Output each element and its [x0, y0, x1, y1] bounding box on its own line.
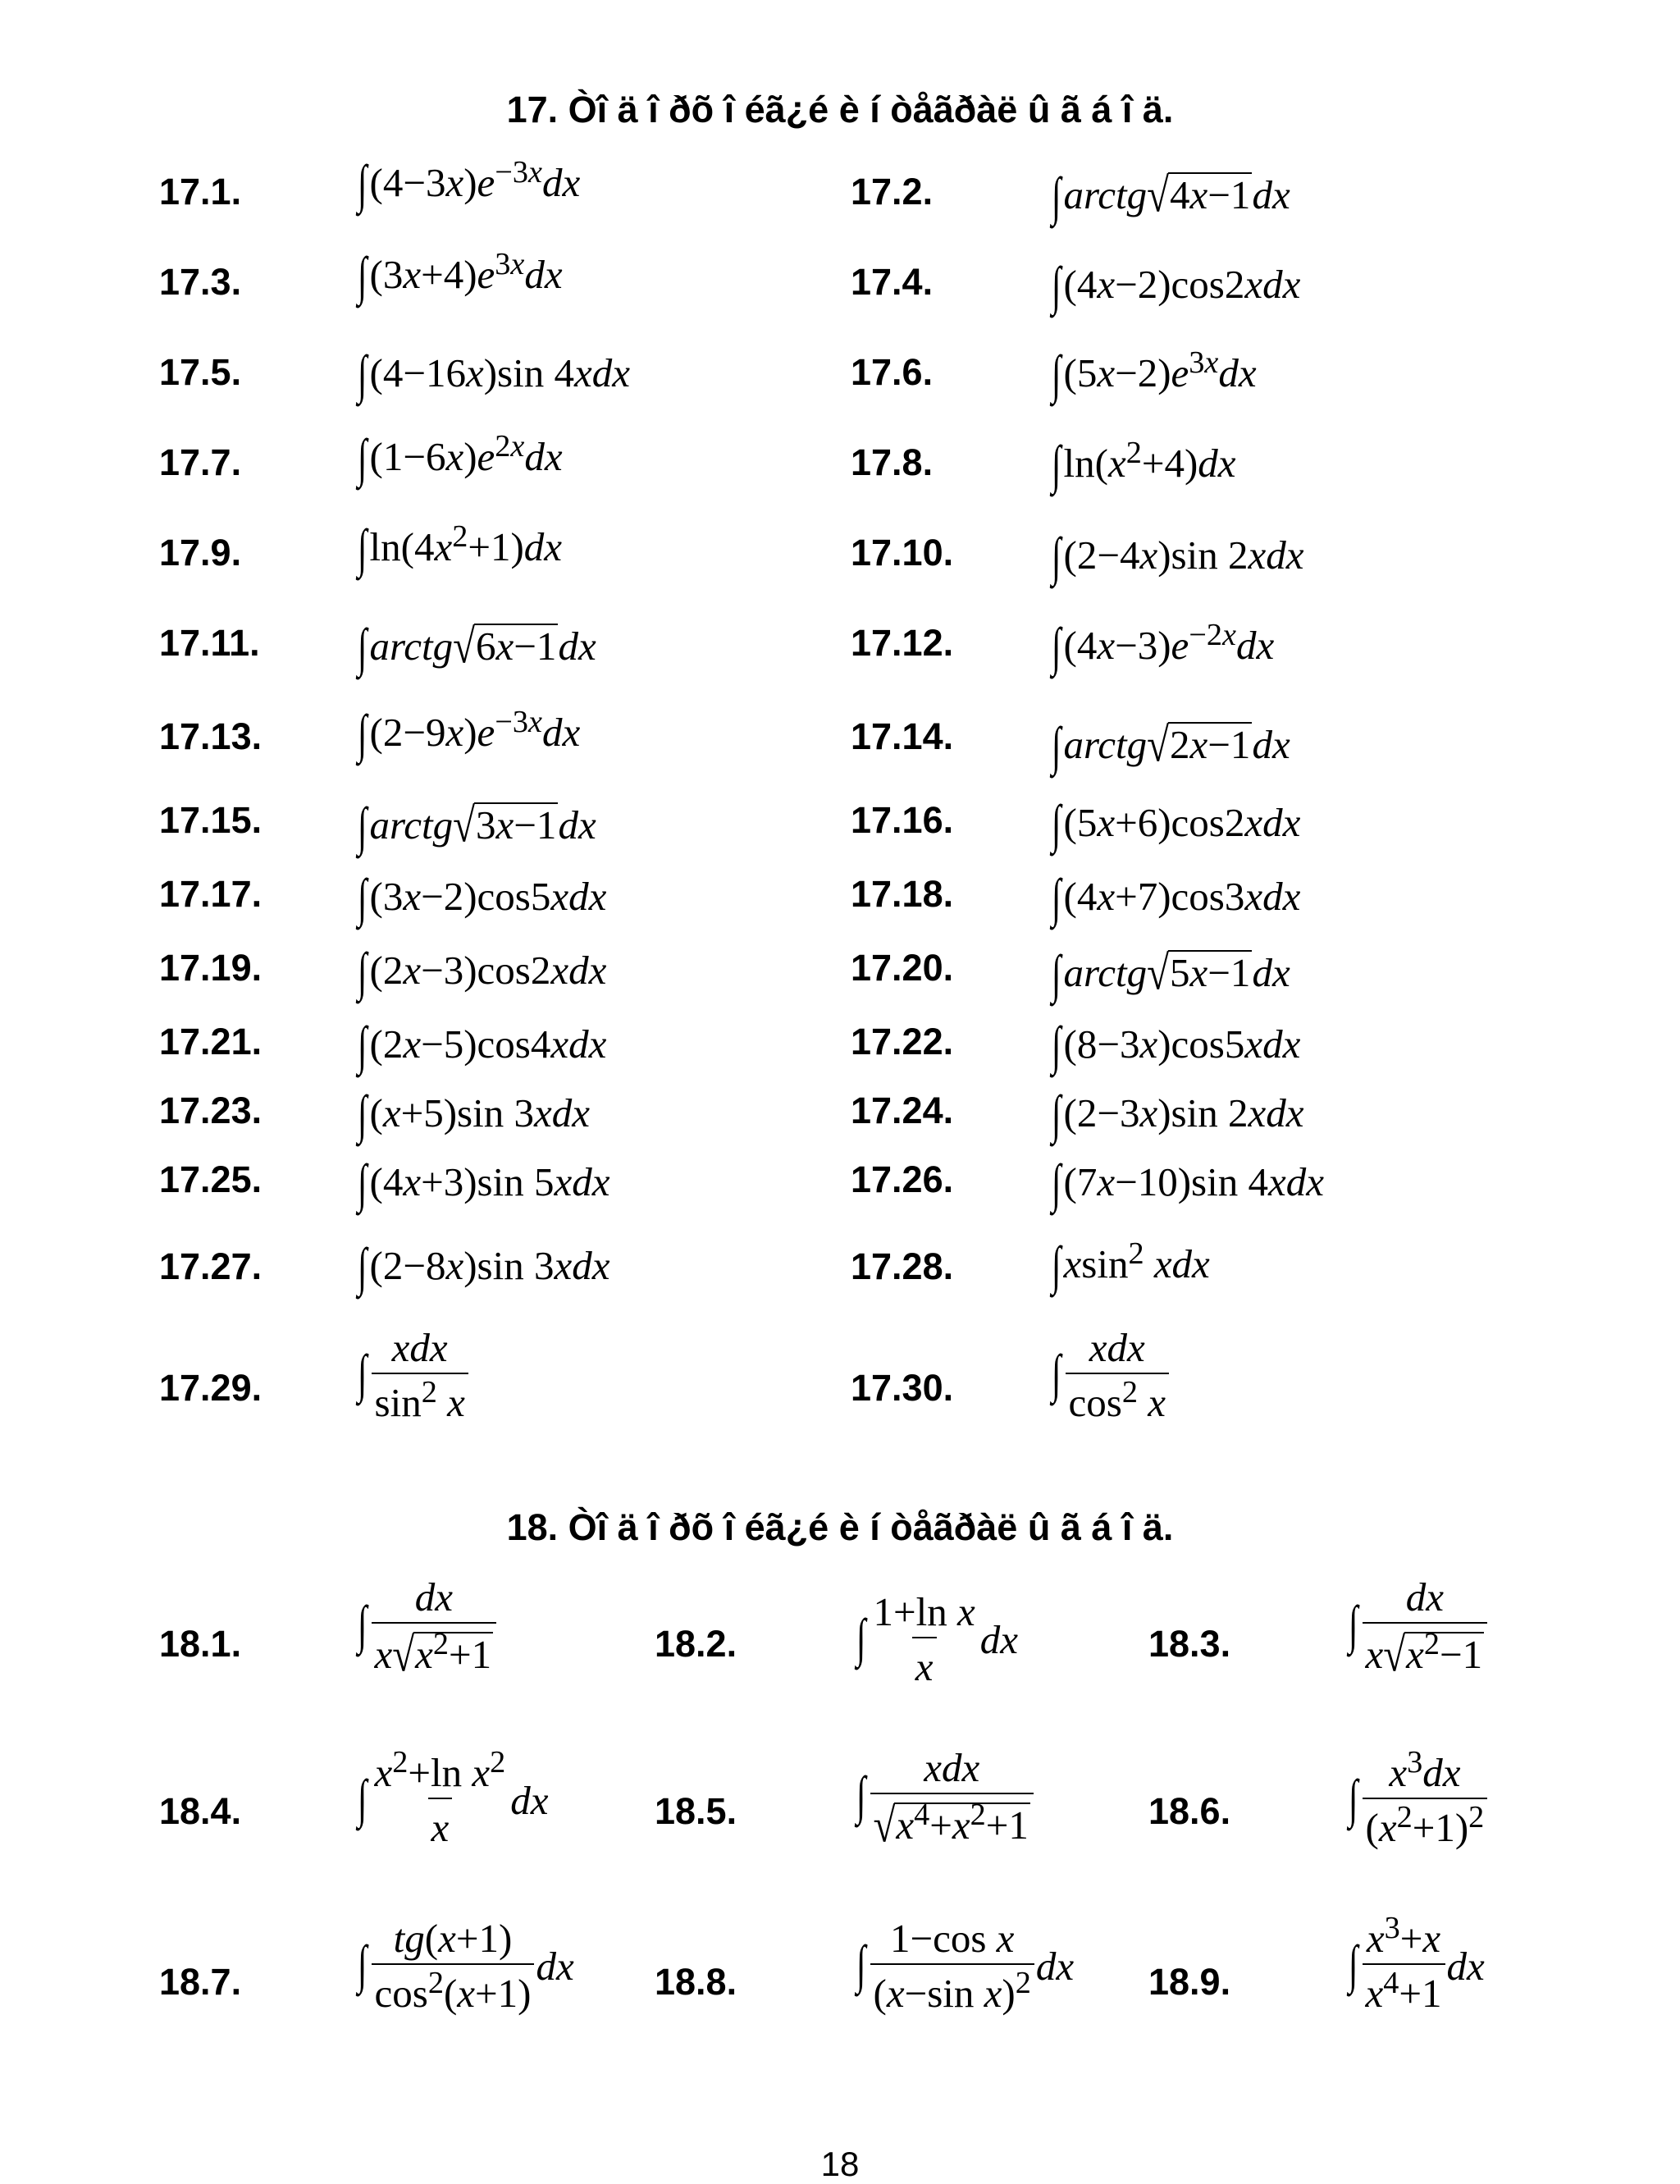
problem-number: 17.25. — [159, 1158, 262, 1200]
integral-formula: ∫(7x−10)sin 4xdx — [1052, 1155, 1324, 1214]
problem-number: 17.17. — [159, 873, 262, 915]
problem-number: 18.1. — [159, 1623, 242, 1665]
integral-formula: $\int(3x+4)e^{3x}dx$ — [358, 246, 563, 307]
problem-number: 18.7. — [159, 1961, 242, 2003]
problem-number: 17.8. — [851, 441, 934, 483]
problem-number: 17.29. — [159, 1367, 262, 1409]
section-17-title: 17. Òî ä î ðõ î éã¿é è í òåãðàë û ã á î ä. — [506, 89, 1174, 130]
integral-formula: ∫arctg√2x−1dx — [1052, 717, 1290, 777]
problem-number: 17.3. — [159, 261, 242, 303]
problem-number: 17.7. — [159, 441, 242, 483]
integral-formula: ∫(2x−3)cos2xdx — [358, 944, 607, 1003]
problem-number: 17.19. — [159, 947, 262, 989]
problem-number: 17.12. — [851, 622, 954, 664]
problem-number: 18.3. — [1148, 1623, 1231, 1665]
integral-formula: ∫ $\frac{dx}{x√x^2+1}$ — [358, 1577, 498, 1675]
problem-number: 17.28. — [851, 1245, 954, 1287]
integral-formula: ∫ $\frac{\text{xdx}}{\sin^2 x}$ — [358, 1327, 470, 1423]
integral-formula: $\int(4-3x)e^{-3x}dx$ — [358, 154, 581, 215]
problem-number: 17.10. — [851, 532, 954, 573]
integral-formula: $\int\ln(4x^2+1)dx$ — [358, 519, 563, 579]
integral-formula: $\int(1-6x)e^{2x}dx$ — [358, 428, 563, 489]
problem-number: 17.9. — [159, 532, 242, 573]
integral-formula: ∫ $\frac{x^3dx}{(x^2+1)^2}$ — [1349, 1752, 1489, 1848]
problem-number: 17.26. — [851, 1158, 954, 1200]
integral-formula: ∫(2−4x)sin 2xdx — [1052, 528, 1304, 587]
integral-formula: ∫ $\frac{dx}{x√x^2-1}$ — [1349, 1577, 1489, 1675]
problem-number: 17.13. — [159, 715, 262, 757]
integral-formula: $\int(4x-3)e^{-2x}dx$ — [1052, 617, 1275, 678]
section-18-title: 18. Òî ä î ðõ î éã¿é è í òåãðàë û ã á î ä. — [506, 1506, 1174, 1548]
problem-number: 18.8. — [655, 1961, 737, 2003]
integral-formula: ∫(4x−2)cos2xdx — [1052, 258, 1301, 317]
problem-number: 17.5. — [159, 351, 242, 393]
problem-number: 17.18. — [851, 873, 954, 915]
integral-formula: ∫arctg√5x−1dx — [1052, 945, 1290, 1005]
problem-number: 17.2. — [851, 171, 934, 212]
integral-formula: ∫ $\frac{\text{1+ln x}}{x}$ dx — [856, 1589, 1019, 1689]
integral-formula: ∫(4x+3)sin 5xdx — [358, 1155, 610, 1214]
problem-number: 18.4. — [159, 1790, 242, 1832]
problem-number: 17.22. — [851, 1021, 954, 1062]
integral-formula: ∫(x+5)sin 3xdx — [358, 1086, 590, 1145]
integral-formula: ∫(4−16x)sin 4xdx — [358, 346, 630, 405]
problem-number: 18.2. — [655, 1623, 737, 1665]
integral-formula: $\int(2-9x)e^{-3x}dx$ — [358, 704, 581, 765]
problem-number: 17.20. — [851, 947, 954, 989]
integral-formula: ∫ $\frac{\text{xdx}}{√x^4+x^2+1}$ — [856, 1748, 1035, 1846]
integral-formula: ∫ $\frac{x^2+\ln x^2}{x}$ dx — [358, 1744, 549, 1850]
problem-number: 17.15. — [159, 799, 262, 841]
problem-number: 17.24. — [851, 1090, 954, 1131]
integral-formula: $\int\ln(x^2+4)dx$ — [1052, 435, 1236, 496]
integral-formula: ∫(2x−5)cos4xdx — [358, 1017, 607, 1076]
problem-number: 18.5. — [655, 1790, 737, 1832]
integral-formula: ∫xsin$^2$ xdx — [1052, 1236, 1210, 1296]
integral-formula: ∫(5x+6)cos2xdx — [1052, 796, 1301, 855]
integral-formula: ∫(3x−2)cos5xdx — [358, 870, 607, 929]
integral-formula: ∫(2−8x)sin 3xdx — [358, 1239, 610, 1298]
integral-formula: ∫ $\frac{\text{xdx}}{\cos^2 x}$ — [1052, 1327, 1171, 1423]
integral-formula: ∫arctg√3x−1dx — [358, 797, 596, 857]
problem-number: 17.27. — [159, 1245, 262, 1287]
problem-number: 17.4. — [851, 261, 934, 303]
integral-formula: ∫ $\frac{x^3+x}{x^4+1}$ dx — [1349, 1910, 1485, 2016]
problem-number: 18.6. — [1148, 1790, 1231, 1832]
integral-formula: ∫ $\frac{\text{1−cos x}}{(x-\sin x)^2}$ dx — [856, 1916, 1075, 2016]
problem-number: 18.9. — [1148, 1961, 1231, 2003]
problem-number: 17.11. — [159, 622, 260, 664]
integral-formula: ∫arctg√4x−1dx — [1052, 167, 1290, 227]
integral-formula: ∫(4x+7)cos3xdx — [1052, 870, 1301, 929]
problem-number: 17.23. — [159, 1090, 262, 1131]
problem-number: 17.6. — [851, 351, 934, 393]
page-number: 18 — [820, 2145, 860, 2183]
problem-number: 17.30. — [851, 1367, 954, 1409]
problem-number: 17.1. — [159, 171, 242, 212]
problem-number: 17.14. — [851, 715, 954, 757]
integral-formula: ∫(8−3x)cos5xdx — [1052, 1017, 1301, 1076]
integral-formula: ∫arctg√6x−1dx — [358, 619, 596, 679]
problem-number: 17.16. — [851, 799, 954, 841]
integral-formula: ∫(2−3x)sin 2xdx — [1052, 1086, 1304, 1145]
integral-formula: ∫ $\frac{tg(x+1)}{\cos^2(x+1)}$ dx — [358, 1916, 574, 2016]
problem-number: 17.21. — [159, 1021, 262, 1062]
integral-formula: $\int(5x-2)e^{3x}dx$ — [1052, 345, 1257, 405]
